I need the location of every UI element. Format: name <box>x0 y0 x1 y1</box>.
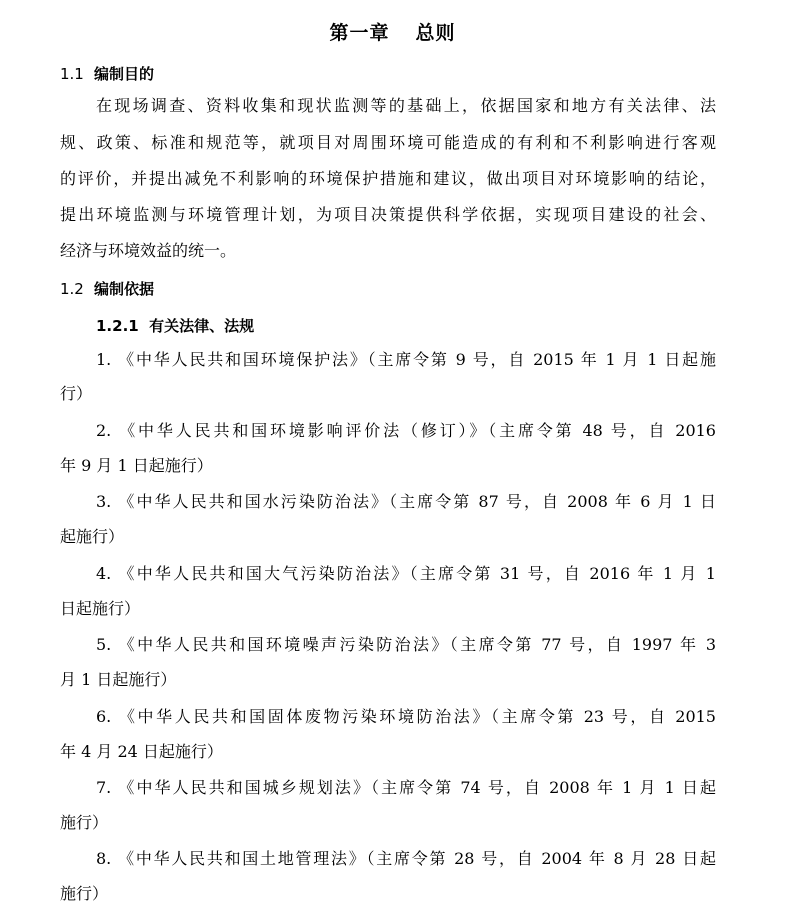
law-item-line2: 施行） <box>60 813 109 832</box>
section-number: 1.1 <box>60 65 84 83</box>
law-item-line2: 行） <box>60 384 93 403</box>
subsection-number: 1.2.1 <box>96 317 139 335</box>
law-item-line1: 5. 《中华人民共和国环境噪声污染防治法》（主席令第 77 号，自 1997 年 3 <box>96 635 716 654</box>
law-item-line1: 8. 《中华人民共和国土地管理法》（主席令第 28 号，自 2004 年 8 月 28 日起 <box>96 849 716 868</box>
subsection-heading-1-2-1 <box>96 315 254 336</box>
paragraph-line: 提出环境监测与环境管理计划，为项目决策提供科学依据，实现项目建设的社会、 <box>60 205 716 224</box>
section-title: 编制目的 <box>94 65 155 83</box>
law-item-line1: 4. 《中华人民共和国大气污染防治法》（主席令第 31 号，自 2016 年 1 月 1 <box>96 564 716 583</box>
law-item-line2: 月 1 日起施行） <box>60 670 177 689</box>
chapter-title <box>0 18 785 45</box>
law-item-line1: 3. 《中华人民共和国水污染防治法》（主席令第 87 号，自 2008 年 6 月 1 日 <box>96 492 716 511</box>
paragraph-line: 的评价，并提出减免不利影响的环境保护措施和建议，做出项目对环境影响的结论， <box>60 169 716 188</box>
paragraph-line: 经济与环境效益的统一。 <box>60 241 237 260</box>
paragraph-line: 规、政策、标准和规范等，就项目对周围环境可能造成的有利和不利影响进行客观 <box>60 133 716 152</box>
subsection-title: 有关法律、法规 <box>149 317 255 335</box>
law-item-line2: 年 4 月 24 日起施行） <box>60 742 223 761</box>
law-item-line1: 2. 《中华人民共和国环境影响评价法（修订）》（主席令第 48 号，自 2016 <box>96 421 716 440</box>
section-title: 编制依据 <box>94 280 155 298</box>
chapter-name: 总则 <box>415 22 456 44</box>
section-heading-1-1 <box>60 63 154 84</box>
law-item-line1: 7. 《中华人民共和国城乡规划法》（主席令第 74 号，自 2008 年 1 月 1 日起 <box>96 778 716 797</box>
paragraph-line: 在现场调查、资料收集和现状监测等的基础上，依据国家和地方有关法律、法 <box>96 96 716 115</box>
law-item-line1: 1. 《中华人民共和国环境保护法》（主席令第 9 号，自 2015 年 1 月 1 日起施 <box>96 350 716 369</box>
section-heading-1-2 <box>60 278 154 299</box>
law-item-line2: 日起施行） <box>60 599 141 618</box>
law-item-line2: 施行） <box>60 884 109 903</box>
law-item-line2: 起施行） <box>60 527 125 546</box>
law-item-line1: 6. 《中华人民共和国固体废物污染环境防治法》（主席令第 23 号，自 2015 <box>96 707 716 726</box>
chapter-number: 第一章 <box>329 22 390 44</box>
section-number: 1.2 <box>60 280 84 298</box>
law-item-line2: 年 9 月 1 日起施行） <box>60 456 213 475</box>
